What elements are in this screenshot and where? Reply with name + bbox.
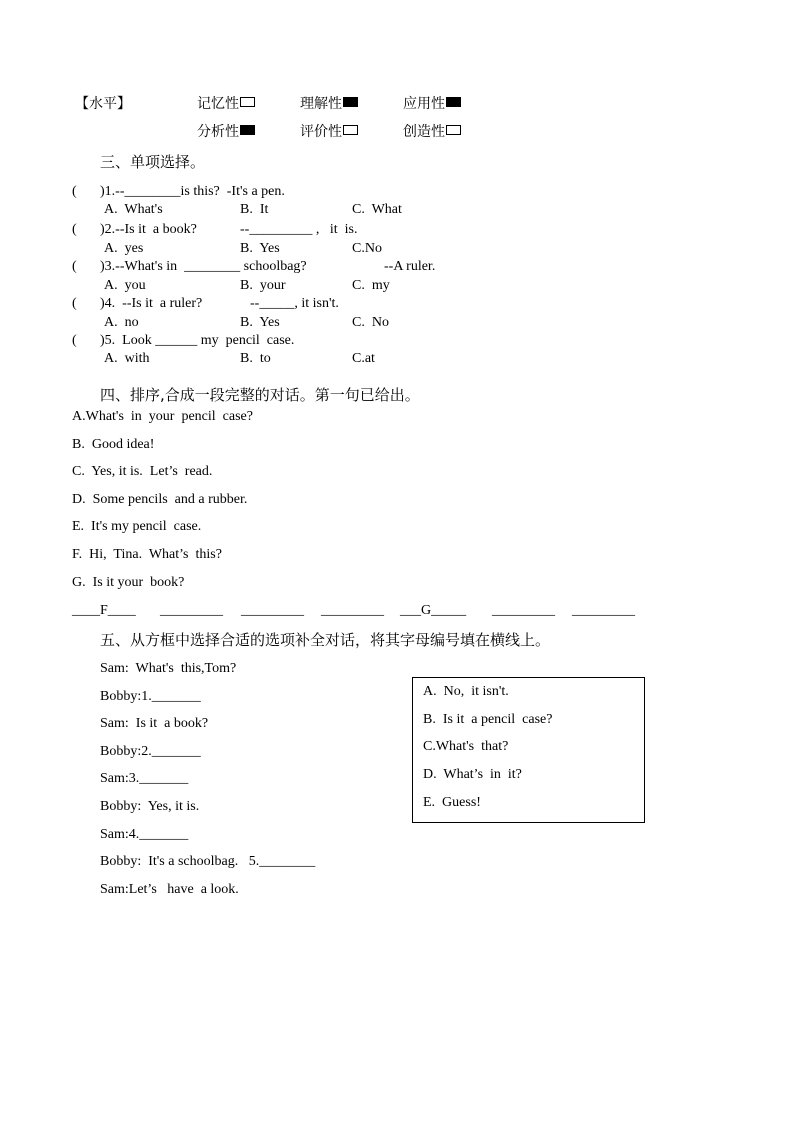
conversation-line-blank-1[interactable]: Bobby:1._______	[100, 689, 201, 704]
level-item-memory	[197, 95, 255, 113]
option-b: B. your	[240, 278, 286, 293]
order-blank-1[interactable]: ____F____	[72, 603, 136, 618]
option-a: A. you	[104, 278, 146, 293]
option-c: C. my	[352, 278, 390, 293]
filled-checkbox-icon	[343, 97, 358, 107]
option-c: C. No	[352, 315, 389, 330]
order-blank-3[interactable]: _________	[241, 603, 304, 618]
level-item-label: 记忆性	[197, 96, 239, 112]
question-stem: )4. --Is it a ruler?	[100, 296, 203, 311]
conversation-line: Bobby: Yes, it is.	[100, 799, 200, 814]
empty-checkbox-icon	[240, 97, 255, 107]
option-a: A. with	[104, 351, 150, 366]
dialogue-line-d: D. Some pencils and a rubber.	[72, 492, 248, 507]
option-item-e: E. Guess!	[423, 795, 481, 810]
answer-paren[interactable]: (	[72, 296, 77, 311]
order-blank-6[interactable]: _________	[492, 603, 555, 618]
order-blank-7[interactable]: _________	[572, 603, 635, 618]
question-answer: --A ruler.	[384, 259, 436, 274]
question-stem: )3.--What's in ________ schoolbag?	[100, 259, 307, 274]
level-item-label: 评价性	[300, 124, 342, 140]
answer-paren[interactable]: (	[72, 184, 77, 199]
option-c: C.at	[352, 351, 375, 366]
dialogue-line-a: A.What's in your pencil case?	[72, 409, 253, 424]
conversation-line: Sam: Is it a book?	[100, 716, 209, 731]
level-item-analysis	[197, 123, 255, 141]
option-c: C. What	[352, 202, 402, 217]
answer-paren[interactable]: (	[72, 259, 77, 274]
empty-checkbox-icon	[343, 125, 358, 135]
option-item-a: A. No, it isn't.	[423, 684, 509, 699]
option-a: A. What's	[104, 202, 163, 217]
option-item-d: D. What’s in it?	[423, 767, 522, 782]
section4-title: 四、排序,合成一段完整的对话。第一句已给出。	[100, 386, 420, 404]
level-item-label: 分析性	[197, 124, 239, 140]
answer-paren[interactable]: (	[72, 333, 77, 348]
conversation-line-blank-3[interactable]: Sam:3._______	[100, 771, 189, 786]
option-b: B. Yes	[240, 315, 280, 330]
options-box	[412, 677, 645, 823]
order-blank-5[interactable]: ___G_____	[400, 603, 467, 618]
filled-checkbox-icon	[240, 125, 255, 135]
dialogue-line-f: F. Hi, Tina. What’s this?	[72, 547, 222, 562]
level-item-label: 理解性	[300, 96, 342, 112]
order-blank-2[interactable]: _________	[160, 603, 223, 618]
conversation-line: Sam: What's this,Tom?	[100, 661, 237, 676]
option-item-c: C.What's that?	[423, 739, 509, 754]
question-stem: )2.--Is it a book?	[100, 222, 197, 237]
dialogue-line-c: C. Yes, it is. Let’s read.	[72, 464, 213, 479]
level-item-understanding	[300, 95, 358, 113]
level-item-label: 应用性	[403, 96, 445, 112]
dialogue-line-b: B. Good idea!	[72, 437, 155, 452]
conversation-line-blank-2[interactable]: Bobby:2._______	[100, 744, 201, 759]
option-a: A. yes	[104, 241, 144, 256]
level-label: 【水平】	[75, 96, 131, 112]
question-stem: )5. Look ______ my pencil case.	[100, 333, 295, 348]
conversation-line-blank-5[interactable]: Bobby: It's a schoolbag. 5.________	[100, 854, 316, 869]
conversation-line: Sam:Let’s have a look.	[100, 882, 239, 897]
option-b: B. It	[240, 202, 269, 217]
order-blank-4[interactable]: _________	[321, 603, 384, 618]
level-item-evaluation	[300, 123, 358, 141]
dialogue-line-e: E. It's my pencil case.	[72, 519, 202, 534]
empty-checkbox-icon	[446, 125, 461, 135]
option-c: C.No	[352, 241, 382, 256]
question-answer: --_____, it isn't.	[250, 296, 339, 311]
question-stem: )1.--________is this? -It's a pen.	[100, 184, 285, 199]
level-item-creation	[403, 123, 461, 141]
option-b: B. to	[240, 351, 271, 366]
section5-title: 五、从方框中选择合适的选项补全对话，将其字母编号填在横线上。	[100, 631, 551, 649]
conversation-line-blank-4[interactable]: Sam:4._______	[100, 827, 189, 842]
level-item-application	[403, 95, 461, 113]
answer-paren[interactable]: (	[72, 222, 77, 237]
level-item-label: 创造性	[403, 124, 445, 140]
dialogue-line-g: G. Is it your book?	[72, 575, 185, 590]
question-answer: --_________ , it is.	[240, 222, 358, 237]
filled-checkbox-icon	[446, 97, 461, 107]
option-item-b: B. Is it a pencil case?	[423, 712, 553, 727]
section3-title: 三、单项选择。	[100, 153, 206, 171]
option-b: B. Yes	[240, 241, 280, 256]
option-a: A. no	[104, 315, 139, 330]
